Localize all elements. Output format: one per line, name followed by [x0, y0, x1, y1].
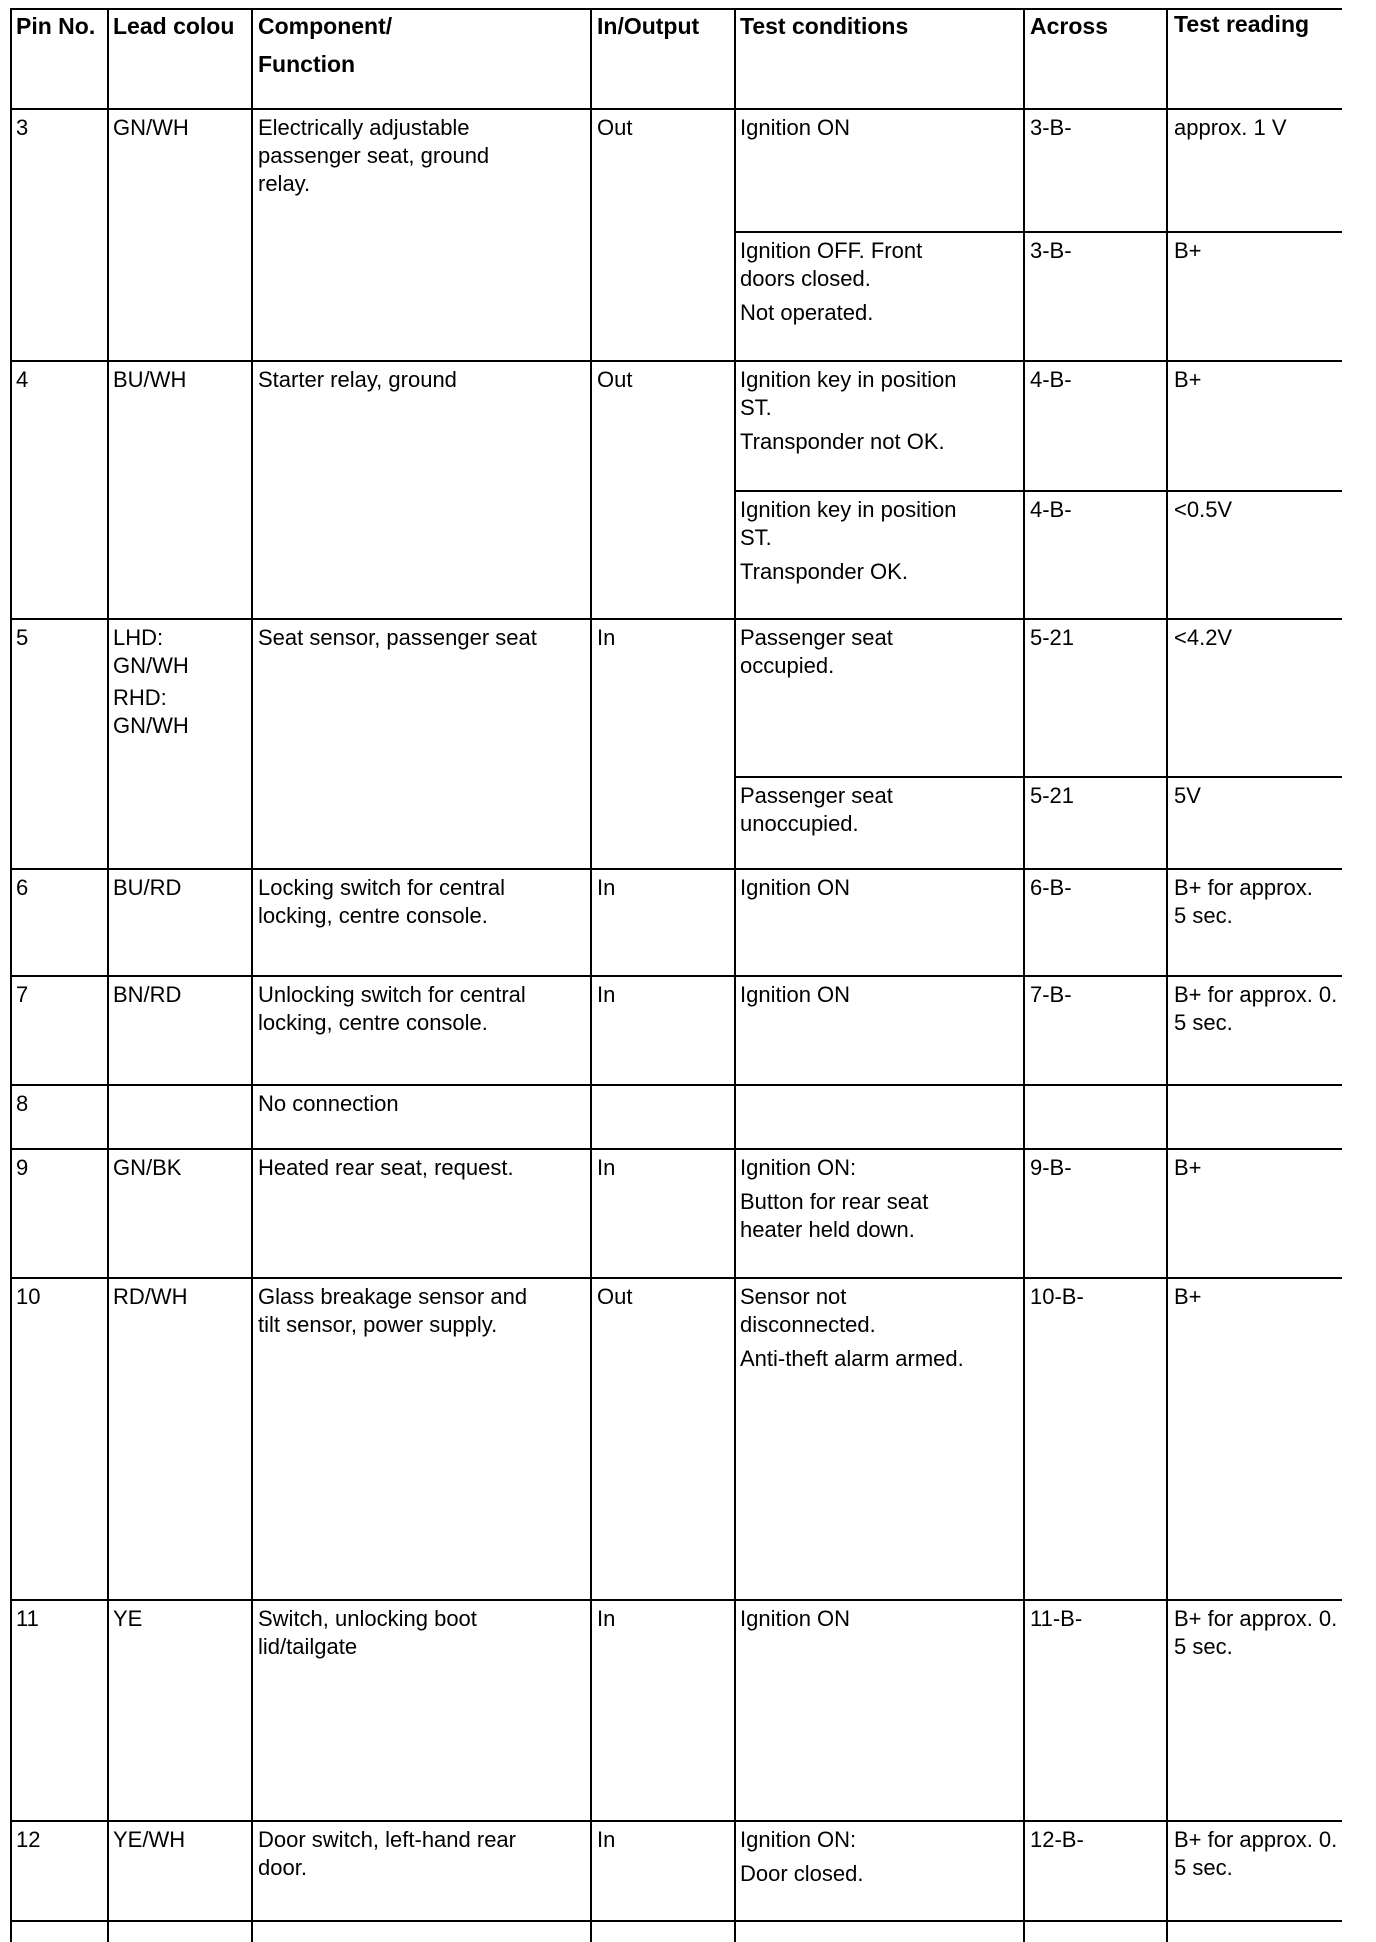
test-reading: <0.5V	[1174, 497, 1233, 522]
pin-number: 8	[16, 1091, 29, 1116]
across-value: 7-B-	[1030, 982, 1072, 1007]
test-reading: 5 sec.	[1174, 1855, 1233, 1880]
in-output: Out	[597, 1284, 633, 1309]
pin-number: 4	[16, 367, 29, 392]
in-output: In	[597, 982, 616, 1007]
component-function: Unlocking switch for central	[258, 982, 526, 1007]
across-value: 12-B-	[1030, 1827, 1084, 1852]
lead-colour: BU/WH	[113, 367, 187, 392]
across-value: 5-21	[1030, 783, 1075, 808]
test-condition: Passenger seat	[740, 625, 893, 650]
test-condition: Transponder OK.	[740, 559, 908, 584]
pin-number: 6	[16, 875, 29, 900]
component-function: Door switch, left-hand rear	[258, 1827, 516, 1852]
in-output: In	[597, 1606, 616, 1631]
row-divider	[10, 1920, 1342, 1922]
component-function: Glass breakage sensor and	[258, 1284, 528, 1309]
lead-colour: GN/WH	[113, 713, 189, 738]
sub-row-divider	[734, 776, 1342, 778]
in-output: In	[597, 625, 616, 650]
test-reading: B+	[1174, 367, 1202, 392]
test-condition: Passenger seat	[740, 783, 893, 808]
test-condition: Not operated.	[740, 300, 874, 325]
component-function: Seat sensor, passenger seat	[258, 625, 537, 650]
test-reading: 5 sec.	[1174, 1010, 1233, 1035]
in-output: In	[597, 1155, 616, 1180]
pin-number: 5	[16, 625, 29, 650]
test-condition: Ignition OFF. Front	[740, 238, 923, 263]
test-reading: B+	[1174, 1155, 1202, 1180]
pin-number: 11	[16, 1606, 39, 1631]
test-condition: Ignition ON	[740, 875, 851, 900]
header-across: Across	[1030, 13, 1108, 39]
test-condition: Ignition key in position	[740, 367, 957, 392]
component-function: No connection	[258, 1091, 399, 1116]
row-divider	[10, 108, 1342, 110]
lead-colour: BN/RD	[113, 982, 182, 1007]
test-condition: ST.	[740, 525, 772, 550]
header-test-reading: Test reading	[1174, 11, 1310, 37]
component-function: passenger seat, ground	[258, 143, 490, 168]
test-reading: B+ for approx.	[1174, 875, 1313, 900]
row-divider	[10, 618, 1342, 620]
component-function: Starter relay, ground	[258, 367, 457, 392]
component-function: Heated rear seat, request.	[258, 1155, 514, 1180]
component-function: Electrically adjustable	[258, 115, 470, 140]
across-value: 6-B-	[1030, 875, 1072, 900]
across-value: 9-B-	[1030, 1155, 1072, 1180]
lead-colour: LHD:	[113, 625, 164, 650]
row-divider	[10, 1084, 1342, 1086]
test-reading: 5 sec.	[1174, 1634, 1233, 1659]
test-condition: Ignition ON	[740, 982, 851, 1007]
header-component: Component/	[258, 13, 393, 39]
test-condition: occupied.	[740, 653, 835, 678]
pin-number: 7	[16, 982, 29, 1007]
lead-colour: GN/WH	[113, 115, 189, 140]
test-condition: Ignition ON	[740, 1606, 851, 1631]
row-divider	[10, 868, 1342, 870]
header-lead-colour: Lead colou	[113, 13, 235, 39]
row-divider	[10, 1599, 1342, 1601]
in-output: In	[597, 875, 616, 900]
sub-row-divider	[734, 231, 1342, 233]
across-value: 11-B-	[1030, 1606, 1083, 1631]
component-function: tilt sensor, power supply.	[258, 1312, 498, 1337]
across-value: 10-B-	[1030, 1284, 1084, 1309]
lead-colour: GN/BK	[113, 1155, 182, 1180]
test-condition: heater held down.	[740, 1217, 915, 1242]
row-divider	[10, 1277, 1342, 1279]
header-in-output: In/Output	[597, 13, 700, 39]
across-value: 5-21	[1030, 625, 1075, 650]
test-reading: B+ for approx. 0.	[1174, 982, 1338, 1007]
across-value: 3-B-	[1030, 238, 1072, 263]
component-function: Switch, unlocking boot	[258, 1606, 477, 1631]
sub-row-divider	[734, 490, 1342, 492]
component-function: locking, centre console.	[258, 1010, 488, 1035]
across-value: 4-B-	[1030, 367, 1072, 392]
across-value: 3-B-	[1030, 115, 1072, 140]
in-output: In	[597, 1827, 616, 1852]
in-output: Out	[597, 367, 633, 392]
test-reading: approx. 1 V	[1174, 115, 1287, 140]
component-function: locking, centre console.	[258, 903, 488, 928]
test-condition: Ignition key in position	[740, 497, 957, 522]
test-reading: B+	[1174, 238, 1202, 263]
pin-number: 12	[16, 1827, 41, 1852]
lead-colour: RHD:	[113, 685, 167, 710]
test-condition: Transponder not OK.	[740, 429, 945, 454]
lead-colour: BU/RD	[113, 875, 182, 900]
test-condition: Door closed.	[740, 1861, 864, 1886]
test-reading: 5 sec.	[1174, 903, 1233, 928]
test-condition: Ignition ON:	[740, 1155, 857, 1180]
row-divider	[10, 8, 1342, 10]
lead-colour: GN/WH	[113, 653, 189, 678]
test-condition: Ignition ON:	[740, 1827, 857, 1852]
test-reading: <4.2V	[1174, 625, 1233, 650]
across-value: 4-B-	[1030, 497, 1072, 522]
pin-number: 10	[16, 1284, 41, 1309]
test-condition: Sensor not	[740, 1284, 847, 1309]
pin-number: 9	[16, 1155, 29, 1180]
test-reading: B+ for approx. 0.	[1174, 1606, 1338, 1631]
test-condition: Ignition ON	[740, 115, 851, 140]
row-divider	[10, 975, 1342, 977]
lead-colour: YE	[113, 1606, 143, 1631]
component-function: relay.	[258, 171, 311, 196]
row-divider	[10, 1820, 1342, 1822]
test-condition: ST.	[740, 395, 772, 420]
lead-colour: YE/WH	[113, 1827, 186, 1852]
test-condition: disconnected.	[740, 1312, 876, 1337]
in-output: Out	[597, 115, 633, 140]
header-function: Function	[258, 51, 356, 77]
test-condition: Anti-theft alarm armed.	[740, 1346, 964, 1371]
test-condition: unoccupied.	[740, 811, 859, 836]
header-test-conditions: Test conditions	[740, 13, 909, 39]
lead-colour: RD/WH	[113, 1284, 188, 1309]
header-pin-no: Pin No.	[16, 13, 96, 39]
test-reading: 5V	[1174, 783, 1201, 808]
pin-number: 3	[16, 115, 29, 140]
component-function: lid/tailgate	[258, 1634, 358, 1659]
component-function: Locking switch for central	[258, 875, 505, 900]
component-function: door.	[258, 1855, 307, 1880]
test-condition: Button for rear seat	[740, 1189, 929, 1214]
test-condition: doors closed.	[740, 266, 871, 291]
test-reading: B+	[1174, 1284, 1202, 1309]
row-divider	[10, 360, 1342, 362]
row-divider	[10, 1148, 1342, 1150]
test-reading: B+ for approx. 0.	[1174, 1827, 1338, 1852]
